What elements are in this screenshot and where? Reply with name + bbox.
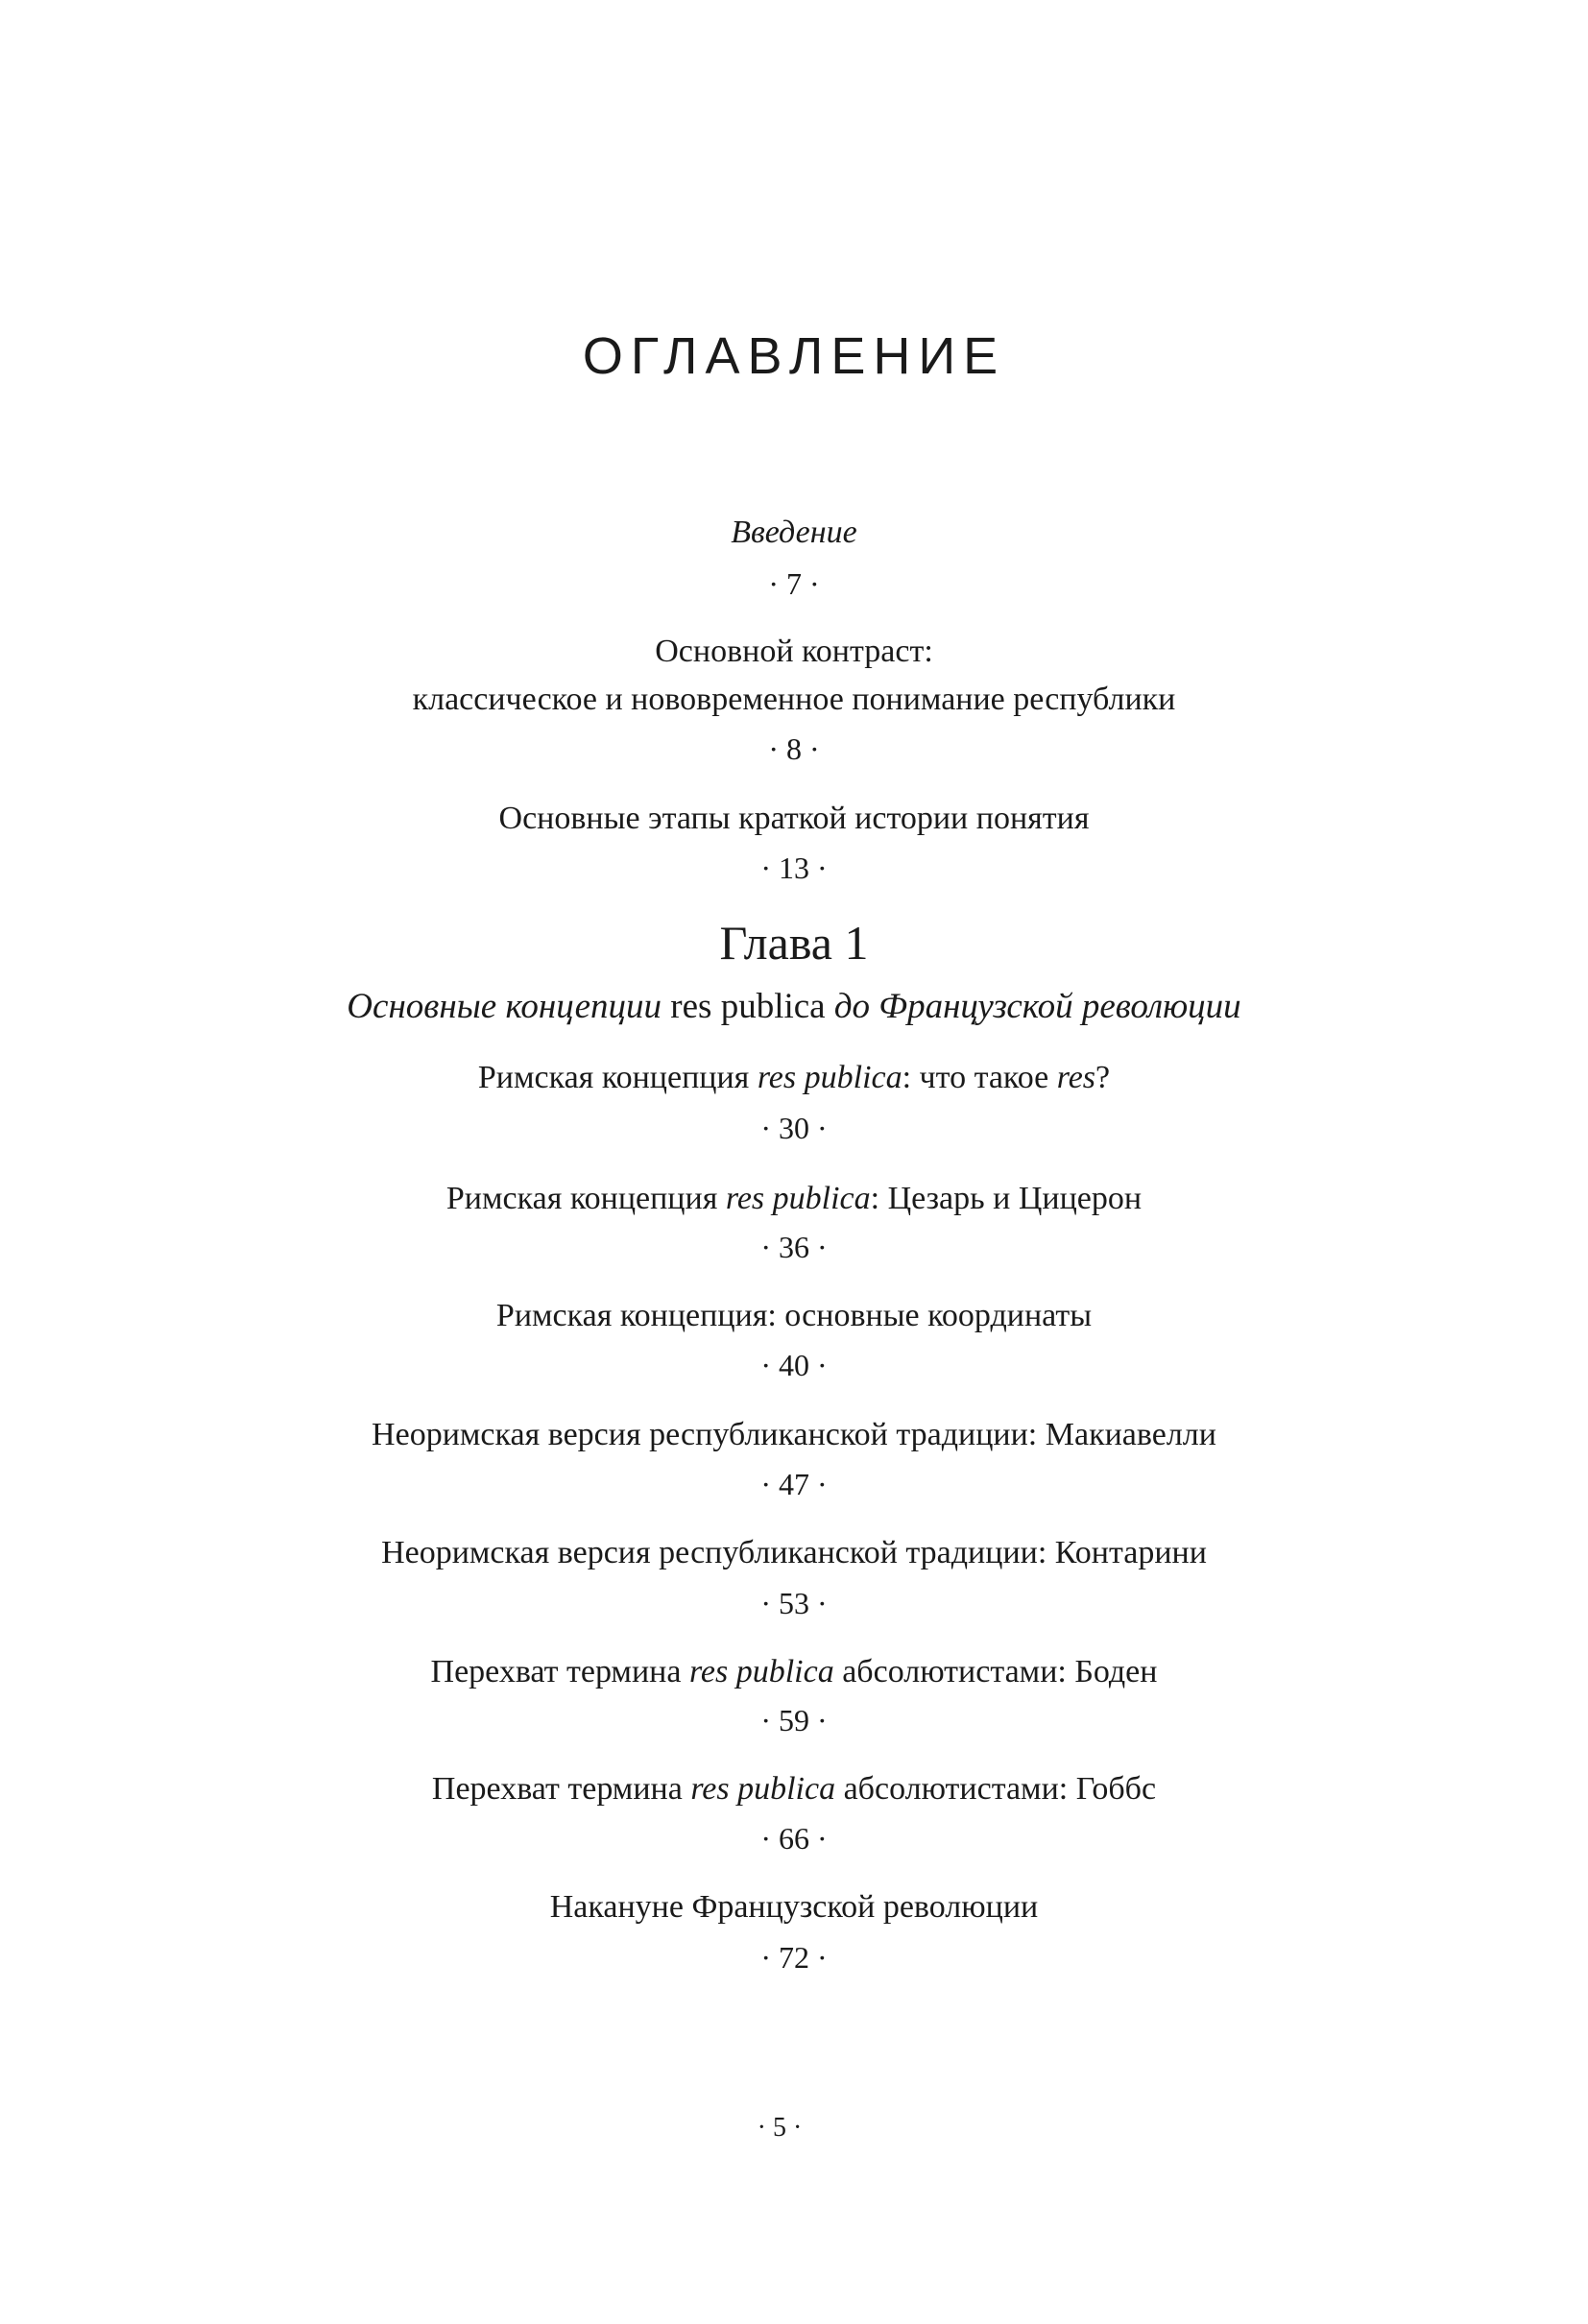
- toc-entry: Неоримская версия республиканской традиции: Контарини: [381, 1535, 1207, 1570]
- chapter-subtitle: [0, 983, 1588, 1031]
- toc-entry: [0, 1648, 1588, 1696]
- text: : что такое: [902, 1060, 1057, 1095]
- toc-page-number: · 72 ·: [760, 1940, 828, 1975]
- toc-entry-line: Основные этапы краткой истории понятия: [498, 801, 1090, 836]
- toc-page-number: · 53 ·: [760, 1586, 828, 1620]
- toc-page-number: · 36 ·: [760, 1230, 828, 1264]
- toc-page-number: · 7 ·: [768, 566, 820, 601]
- text: Перехват термина: [430, 1654, 689, 1689]
- page-title: ОГЛАВЛЕНИЕ: [582, 327, 1006, 385]
- toc-entry: [0, 1054, 1588, 1102]
- text: абсолютистами: Боден: [833, 1654, 1158, 1689]
- subtitle-part: res publica: [662, 987, 834, 1026]
- text: Римская концепция: [445, 1181, 726, 1216]
- text: res publica: [725, 1181, 871, 1216]
- toc-entry: [0, 1175, 1588, 1223]
- text: res publica: [757, 1060, 902, 1095]
- toc-entry: Накануне Французской революции: [549, 1889, 1039, 1925]
- text: : Цезарь и Цицерон: [870, 1181, 1143, 1216]
- folio-page-number: · 5 ·: [757, 2113, 803, 2143]
- toc-intro-heading: Введение: [731, 515, 857, 550]
- subtitle-part: Основные концепции: [347, 987, 662, 1026]
- toc-entry: [0, 1765, 1588, 1813]
- subtitle-part: до Французской революции: [833, 987, 1241, 1026]
- text: Перехват термина: [431, 1771, 691, 1807]
- toc-page-number: · 13 ·: [760, 851, 828, 885]
- toc-entry: Римская концепция: основные координаты: [495, 1298, 1093, 1333]
- toc-page-number: · 8 ·: [768, 731, 820, 766]
- toc-page-number: · 40 ·: [760, 1348, 828, 1382]
- text: ?: [1095, 1060, 1111, 1095]
- toc-page-number: · 66 ·: [760, 1821, 828, 1856]
- text: res publica: [690, 1771, 836, 1807]
- text: res publica: [688, 1654, 834, 1689]
- text: Римская концепция: [477, 1060, 758, 1095]
- toc-entry: Неоримская версия республиканской традиции: Макиавелли: [372, 1417, 1216, 1452]
- toc-entry-line: классическое и нововременное понимание республики: [412, 682, 1176, 717]
- toc-page-number: · 30 ·: [760, 1111, 828, 1145]
- toc-page-number: · 59 ·: [760, 1703, 828, 1737]
- chapter-heading: Глава 1: [719, 916, 869, 970]
- text: абсолютистами: Гоббс: [835, 1771, 1157, 1807]
- toc-page-number: · 47 ·: [760, 1467, 828, 1501]
- toc-entry-line: Основной контраст:: [655, 634, 933, 669]
- text: res: [1056, 1060, 1096, 1095]
